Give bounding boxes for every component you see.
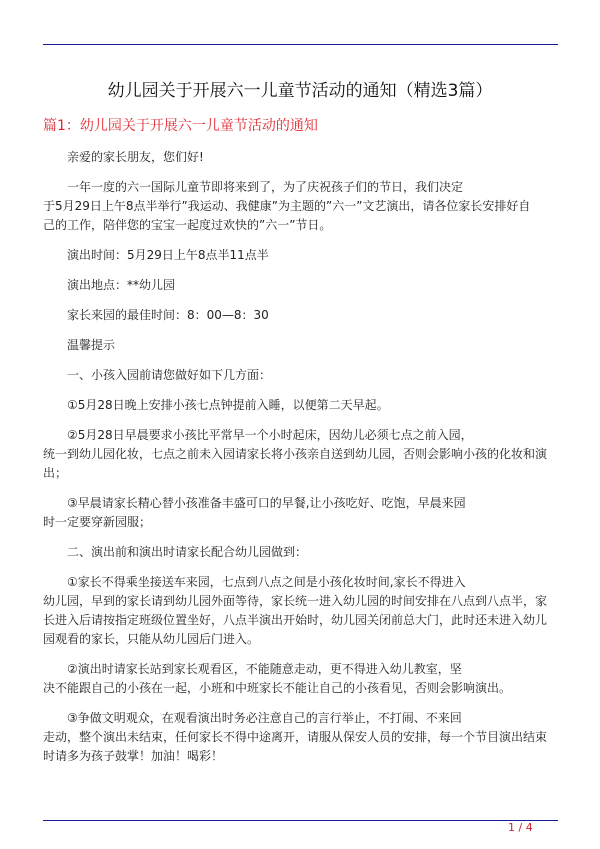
paragraph-line: ②演出时请家长站到家长观看区，不能随意走动，更不得进入幼儿教室，坚 [67,662,462,676]
footer-rule [43,820,558,821]
document-title: 幼儿园关于开展六一儿童节活动的通知（精选3篇） [107,81,493,101]
header-rule [43,44,558,45]
paragraph [43,148,558,167]
paragraph-line: ③争做文明观众，在观看演出时务必注意自己的言行举止，不打闹、不来回 [67,711,462,725]
paragraph [43,543,558,562]
paragraph [43,336,558,355]
paragraph [43,306,558,325]
paragraph [43,276,558,295]
paragraph-line: 演出时间：5月29日上午8点半11点半 [67,248,269,262]
paragraph-line: ①家长不得乘坐接送车来园，七点到八点之间是小孩化妆时间,家长不得进入 [67,575,466,589]
paragraph [43,366,558,385]
paragraph-line: 亲爱的家长朋友，您们好! [67,150,204,164]
paragraph-line: ①5月28日晚上安排小孩七点钟提前入睡，以便第二天早起。 [67,398,389,412]
document-body [43,148,558,777]
paragraph [43,246,558,265]
paragraph-line: ③早晨请家长精心替小孩准备丰盛可口的早餐,让小孩吃好、吃饱，早晨来园 [67,496,466,510]
paragraph-line: 园观看的家长，只能从幼儿园后门进入。 [43,632,260,646]
paragraph-line: 家长来园的最佳时间：8：00—8：30 [67,308,269,322]
paragraph [43,494,558,532]
paragraph-line: 演出地点：**幼儿园 [67,278,176,292]
paragraph-line: 出； [43,466,68,480]
paragraph-line: 长进入后请按指定班级位置坐好，八点半演出开始时，幼儿园关闭前总大门，此时还未进入幼儿 [43,613,548,627]
paragraph-line: 时请多为孩子鼓掌！加油！喝彩！ [43,749,224,763]
paragraph [43,396,558,415]
paragraph-line: 二、演出前和演出时请家长配合幼儿园做到： [67,545,308,559]
page-number: 1 / 4 [508,821,533,834]
paragraph-line: 于5月29日上午8点半举行”我运动、我健康”为主题的”六一”文艺演出，请各位家长安排好自 [43,199,531,213]
paragraph [43,573,558,649]
paragraph-line: 统一到幼儿园化妆，七点之前未入园请家长将小孩亲自送到幼儿园，否则会影响小孩的化妆和演 [43,447,548,461]
paragraph [43,178,558,235]
paragraph-line: 时一定要穿新园服； [43,515,152,529]
section-heading: 篇1：幼儿园关于开展六一儿童节活动的通知 [43,118,318,134]
paragraph [43,660,558,698]
paragraph-line: 己的工作，陪伴您的宝宝一起度过欢快的”六一”节日。 [43,218,332,232]
paragraph-line: 决不能跟自己的小孩在一起，小班和中班家长不能让自己的小孩看见，否则会影响演出。 [43,681,512,695]
paragraph-line: 一、小孩入园前请您做好如下几方面： [67,368,272,382]
paragraph [43,709,558,766]
paragraph-line: ②5月28日早晨要求小孩比平常早一个小时起床，因幼儿必须七点之前入园， [67,428,473,442]
paragraph-line: 幼儿园，早到的家长请到幼儿园外面等待，家长统一进入幼儿园的时间安排在八点到八点半，家 [43,594,548,608]
paragraph-line: 一年一度的六一国际儿童节即将来到了，为了庆祝孩子们的节日，我们决定 [67,180,464,194]
paragraph-line: 温馨提示 [67,338,116,352]
paragraph-line: 走动，整个演出未结束，任何家长不得中途离开，请服从保安人员的安排，每一个节目演出结束 [43,730,548,744]
paragraph [43,426,558,483]
